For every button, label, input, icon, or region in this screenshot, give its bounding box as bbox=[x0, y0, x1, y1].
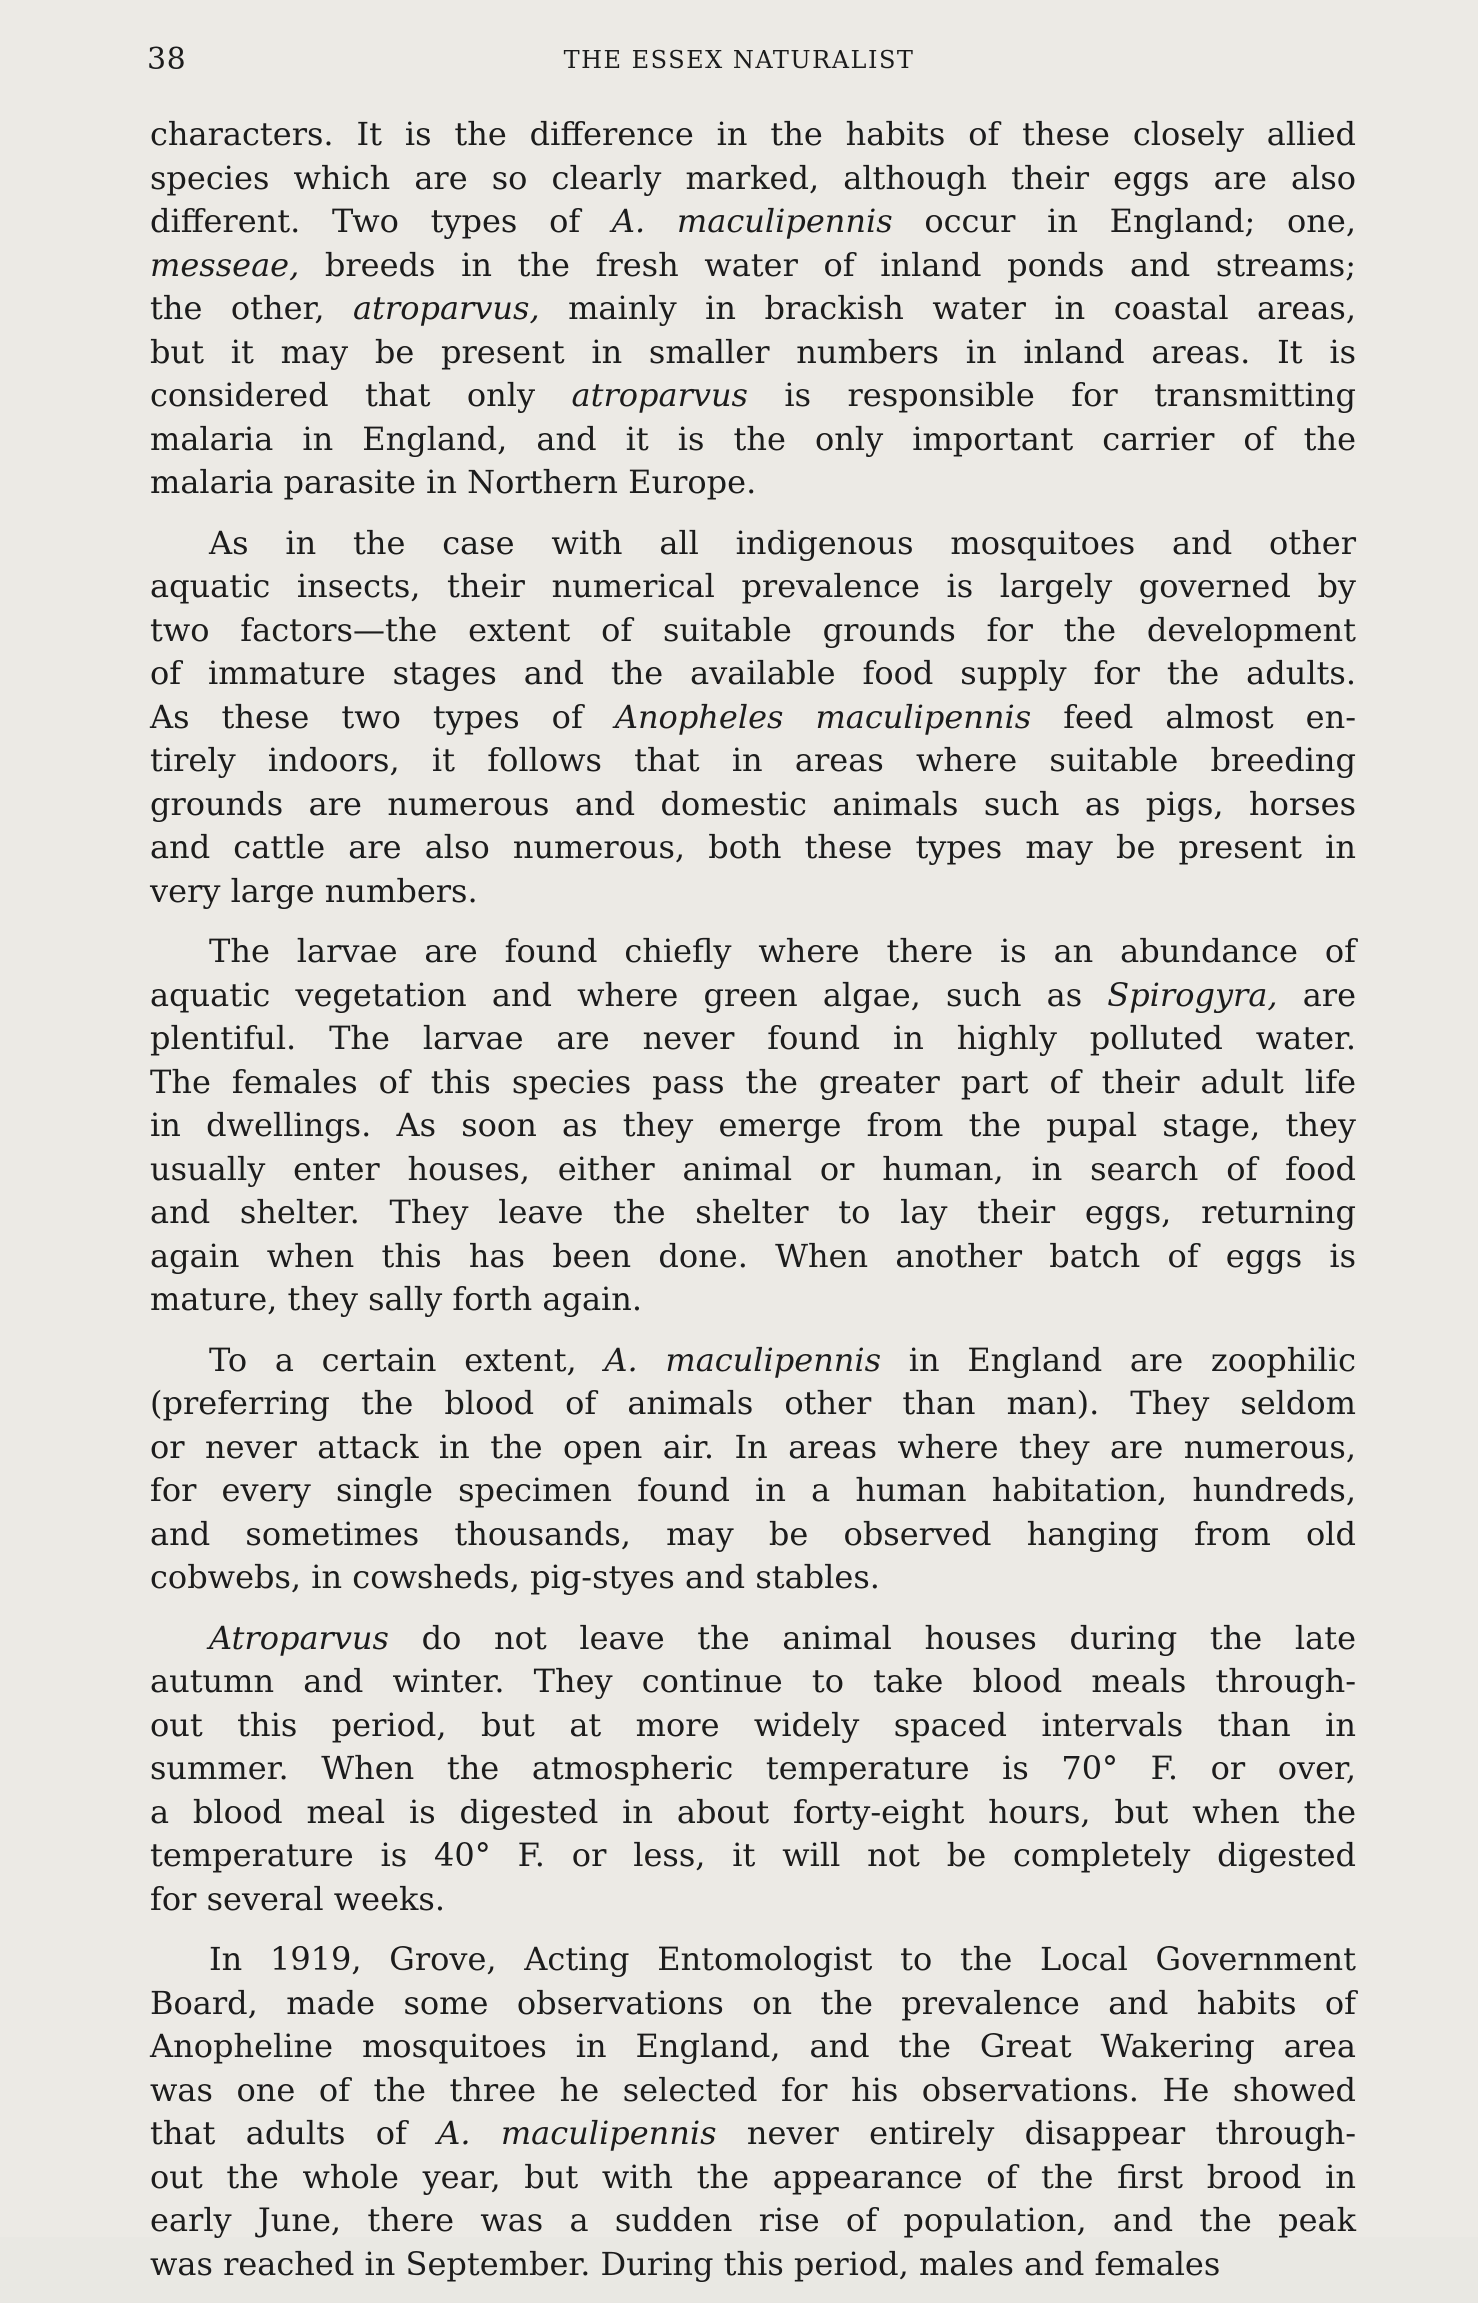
text-run: is responsible for transmitting bbox=[747, 376, 1356, 414]
text-run: a blood meal is digested in about forty-eight hours, but when the bbox=[150, 1792, 1356, 1831]
text-run: for every single specimen found in a human habitation, hundreds, bbox=[150, 1471, 1356, 1509]
text-line bbox=[150, 1791, 1356, 1835]
text-run: mainly in brackish water in coastal areas, bbox=[539, 289, 1356, 327]
italic-term: A. maculipennis bbox=[604, 1340, 882, 1379]
text-run: two factors—the extent of suitable grounds for the development bbox=[150, 610, 1356, 649]
italic-term: Atroparvus bbox=[209, 1618, 389, 1657]
text-line bbox=[150, 1426, 1356, 1470]
italic-term: messeae, bbox=[150, 245, 300, 284]
text-run: The larvae are found chiefly where there is an abundance of bbox=[209, 932, 1356, 970]
text-run: As in the case with all indigenous mosquitoes and other bbox=[209, 523, 1356, 562]
text-run: mature, they sally forth again. bbox=[150, 1280, 643, 1318]
paragraph bbox=[150, 930, 1356, 1322]
body-text bbox=[150, 113, 1356, 2303]
text-line bbox=[150, 244, 1356, 288]
text-line bbox=[150, 157, 1356, 201]
text-run: and shelter. They leave the shelter to lay their eggs, returning bbox=[150, 1193, 1356, 1231]
text-run: for several weeks. bbox=[150, 1879, 445, 1918]
text-line bbox=[150, 1747, 1356, 1791]
text-run: In 1919, Grove, Acting Entomologist to the Local Government bbox=[209, 1940, 1356, 1978]
text-run: malaria parasite in Northern Europe. bbox=[150, 463, 757, 501]
italic-term: Anopheles maculipennis bbox=[614, 697, 1032, 736]
text-line bbox=[150, 870, 1356, 914]
text-run: (preferring the blood of animals other than man). They seldom bbox=[150, 1384, 1356, 1422]
text-run: grounds are numerous and domestic animals such as pigs, horses bbox=[150, 784, 1356, 823]
text-run: the other, bbox=[150, 289, 353, 327]
italic-term: A. maculipennis bbox=[437, 2114, 717, 2152]
text-run: again when this has been done. When another batch of eggs is bbox=[150, 1236, 1356, 1275]
text-run: but it may be present in smaller numbers in inland areas. It is bbox=[150, 332, 1356, 371]
text-run: out the whole year, but with the appearance of the first brood in bbox=[150, 2157, 1356, 2196]
text-run: and sometimes thousands, may be observed hanging from old bbox=[150, 1514, 1356, 1553]
text-run: considered that only bbox=[150, 376, 572, 414]
text-run: temperature is 40° F. or less, it will not be completely digested bbox=[150, 1836, 1356, 1874]
text-run: in England are zoophilic bbox=[881, 1340, 1357, 1379]
text-line bbox=[150, 331, 1356, 375]
text-run: aquatic vegetation and where green algae, such as bbox=[150, 975, 1108, 1014]
text-run: was reached in September. During this period, males and females bbox=[150, 2244, 1221, 2283]
text-line bbox=[150, 522, 1356, 566]
text-line bbox=[150, 2156, 1356, 2200]
paragraph bbox=[150, 1938, 1356, 2286]
text-run: usually enter houses, either animal or human, in search of food bbox=[150, 1149, 1356, 1188]
text-line bbox=[150, 2112, 1356, 2156]
text-run: malaria in England, and it is the only important carrier of the bbox=[150, 419, 1356, 458]
text-run: and cattle are also numerous, both these types may be present in bbox=[150, 828, 1356, 866]
italic-term: atroparvus, bbox=[352, 289, 540, 327]
text-run: As these two types of bbox=[150, 697, 615, 736]
text-run: species which are so clearly marked, although their eggs are also bbox=[150, 158, 1356, 197]
paragraph bbox=[150, 113, 1356, 505]
text-line bbox=[150, 565, 1356, 609]
text-run: or never attack in the open air. In areas where they are numerous, bbox=[150, 1427, 1356, 1466]
text-line bbox=[150, 1513, 1356, 1557]
text-run: To a certain extent, bbox=[209, 1340, 605, 1379]
text-line bbox=[150, 2025, 1356, 2069]
text-line bbox=[150, 113, 1356, 157]
text-line bbox=[150, 930, 1356, 974]
text-line bbox=[150, 374, 1356, 418]
text-line bbox=[150, 2199, 1356, 2243]
text-run: feed almost en- bbox=[1031, 697, 1357, 736]
text-line bbox=[150, 461, 1356, 505]
text-run: occur in England; one, bbox=[892, 202, 1357, 240]
text-line bbox=[150, 1704, 1356, 1748]
text-run: The females of this species pass the greater part of their adult life bbox=[150, 1062, 1356, 1101]
text-run: breeds in the fresh water of inland ponds and streams; bbox=[299, 245, 1356, 284]
text-run: never entirely disappear through- bbox=[716, 2114, 1357, 2152]
text-run: very large numbers. bbox=[150, 871, 478, 910]
text-line bbox=[150, 1191, 1356, 1235]
text-line bbox=[150, 418, 1356, 462]
text-line bbox=[150, 1382, 1356, 1426]
text-line bbox=[150, 1339, 1356, 1383]
text-run: are bbox=[1277, 975, 1357, 1014]
text-line bbox=[150, 1834, 1356, 1878]
running-head: THE ESSEX NATURALIST bbox=[563, 46, 915, 74]
text-line bbox=[150, 974, 1356, 1018]
text-run: out this period, but at more widely spaced intervals than in bbox=[150, 1705, 1356, 1744]
text-line bbox=[150, 200, 1356, 244]
text-line bbox=[150, 1982, 1356, 2026]
text-line bbox=[150, 287, 1356, 331]
text-line bbox=[150, 1617, 1356, 1661]
paragraph bbox=[150, 522, 1356, 914]
page-number: 38 bbox=[147, 42, 187, 77]
text-run: Board, made some observations on the prevalence and habits of bbox=[150, 1983, 1356, 2022]
text-run: different. Two types of bbox=[150, 202, 612, 240]
text-line bbox=[150, 609, 1356, 653]
text-run: summer. When the atmospheric temperature is 70° F. or over, bbox=[150, 1749, 1356, 1787]
paragraph bbox=[150, 1339, 1356, 1600]
text-line bbox=[150, 783, 1356, 827]
paragraph bbox=[150, 1617, 1356, 1922]
text-run: aquatic insects, their numerical prevalence is largely governed by bbox=[150, 567, 1356, 605]
text-line bbox=[150, 1017, 1356, 1061]
text-line bbox=[150, 2069, 1356, 2113]
text-run: autumn and winter. They continue to take blood meals through- bbox=[150, 1662, 1356, 1700]
text-line bbox=[150, 1556, 1356, 1600]
text-run: characters. It is the difference in the habits of these closely allied bbox=[150, 115, 1356, 153]
text-line bbox=[150, 1148, 1356, 1192]
text-run: of immature stages and the available food supply for the adults. bbox=[150, 654, 1356, 692]
text-line bbox=[150, 1061, 1356, 1105]
text-line bbox=[150, 1235, 1356, 1279]
text-line bbox=[150, 1878, 1356, 1922]
text-line bbox=[150, 1938, 1356, 1982]
italic-term: Spirogyra, bbox=[1107, 975, 1278, 1014]
text-run: in dwellings. As soon as they emerge from the pupal stage, they bbox=[150, 1106, 1356, 1144]
page-header bbox=[0, 42, 1478, 92]
text-line bbox=[150, 1469, 1356, 1513]
text-line bbox=[150, 1278, 1356, 1322]
text-run: do not leave the animal houses during the late bbox=[388, 1618, 1356, 1657]
text-run: plentiful. The larvae are never found in highly polluted water. bbox=[150, 1019, 1356, 1057]
text-line bbox=[150, 826, 1356, 870]
text-line bbox=[150, 696, 1356, 740]
italic-term: atroparvus bbox=[571, 376, 748, 414]
italic-term: A. maculipennis bbox=[611, 202, 893, 240]
text-run: was one of the three he selected for his observations. He showed bbox=[150, 2070, 1356, 2109]
text-line bbox=[150, 1660, 1356, 1704]
text-line bbox=[150, 2243, 1356, 2287]
text-line bbox=[150, 1104, 1356, 1148]
text-run: early June, there was a sudden rise of population, and the peak bbox=[150, 2201, 1356, 2239]
text-run: that adults of bbox=[150, 2114, 438, 2152]
text-run: Anopheline mosquitoes in England, and the Great Wakering area bbox=[150, 2027, 1356, 2065]
text-run: tirely indoors, it follows that in areas where suitable breeding bbox=[150, 741, 1356, 779]
text-line bbox=[150, 739, 1356, 783]
text-line bbox=[150, 652, 1356, 696]
text-run: cobwebs, in cowsheds, pig-styes and stables. bbox=[150, 1558, 880, 1596]
